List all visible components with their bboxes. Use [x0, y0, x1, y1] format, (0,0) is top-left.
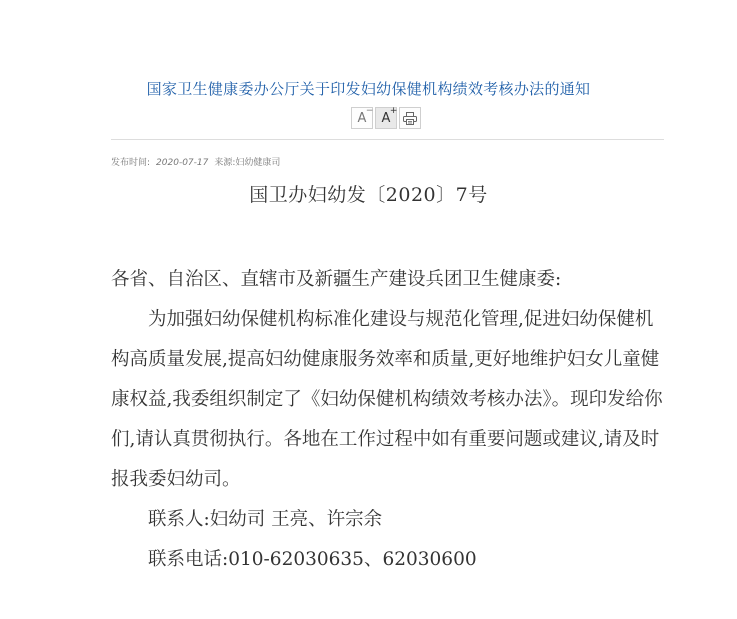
source-label: 来源:: [214, 158, 236, 168]
decrease-font-icon: A −: [357, 105, 374, 126]
title-divider: [111, 139, 664, 140]
source-value: 妇幼健康司: [235, 158, 281, 168]
main-paragraph: 为加强妇幼保健机构标准化建设与规范化管理,促进妇幼保健机构高质量发展,提高妇幼健康服务效率和质量,更好地维护妇女儿童健康权益,我委组织制定了《妇幼保健机构绩效考核办法》。现印发给你们,请认真贯彻执行。各地在工作过程中如有重要问题或建议,请及时报我委妇幼司。: [111, 309, 663, 490]
decrease-font-button[interactable]: [351, 107, 373, 129]
page-title: 国家卫生健康委办公厅关于印发妇幼保健机构绩效考核办法的通知: [146, 80, 591, 98]
document-number: 国卫办妇幼发〔2020〕7号: [249, 184, 488, 206]
print-button[interactable]: [399, 107, 421, 129]
publish-date: 2020-07-17: [156, 158, 209, 168]
article-body: [111, 260, 666, 580]
printer-icon: [403, 112, 417, 125]
contact-phone: 联系电话:010-62030635、62030600: [148, 549, 477, 570]
article-toolbar: [351, 107, 421, 129]
contact-person: 联系人:妇幼司 王亮、许宗余: [148, 509, 383, 530]
publish-label: 发布时间:: [111, 158, 151, 168]
article-meta: [111, 155, 280, 168]
increase-font-icon: A +: [381, 105, 398, 126]
increase-font-button[interactable]: [375, 107, 397, 129]
salutation: 各省、自治区、直辖市及新疆生产建设兵团卫生健康委:: [111, 269, 562, 290]
